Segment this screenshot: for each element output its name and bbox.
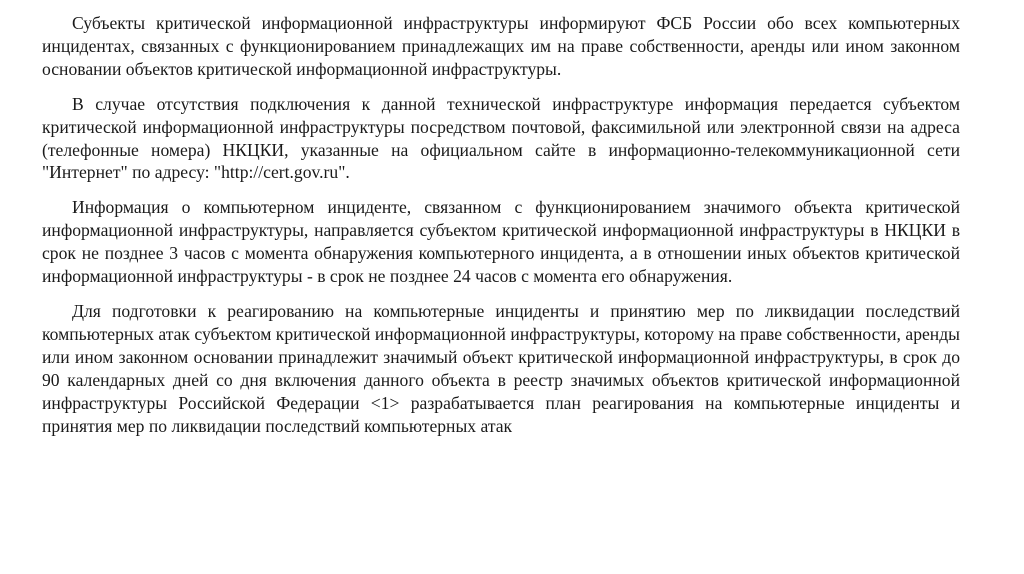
document-body [42,12,960,449]
paragraph-fsb-notification: Субъекты критической информационной инфраструктуры информируют ФСБ России обо всех компьютерных инцидентах, связанных с функционированием принадлежащих им на праве собственности, аренды или ином законном основании объектов критической информационной инфраструктуры. [42,13,960,79]
paragraph-incident-deadline: Информация о компьютерном инциденте, связанном с функционированием значимого объекта критической информационной инфраструктуры, направляется субъектом критической информационной инфраструктуры в НКЦКИ в срок не позднее 3 часов с момента обнаружения компьютерного инцидента, а в отношении иных объектов критической информационной инфраструктуры - в срок не позднее 24 часов с момента его обнаружения. [42,197,960,287]
paragraph-no-connection: В случае отсутствия подключения к данной технической инфраструктуре информация передается субъектом критической информационной инфраструктуры посредством почтовой, факсимильной или электронной связи на адреса (телефонные номера) НКЦКИ, указанные на официальном сайте в информационно-телекоммуникационной сети "Интернет" по адресу: "http://cert.gov.ru". [42,93,960,183]
paragraph-response-plan: Для подготовки к реагированию на компьютерные инциденты и принятию мер по ликвидации последствий компьютерных атак субъектом критической информационной инфраструктуры, которому на праве собственности, аренды или ином законном основании принадлежит значимый объект критической информационной инфраструктуры, в срок до 90 календарных дней со дня включения данного объекта в реестр значимых объектов критической информационной инфраструктуры Российской Федерации <1> разрабатывается план реагирования на компьютерные инциденты и принятия мер по ликвидации последствий компьютерных атак [42,300,960,436]
